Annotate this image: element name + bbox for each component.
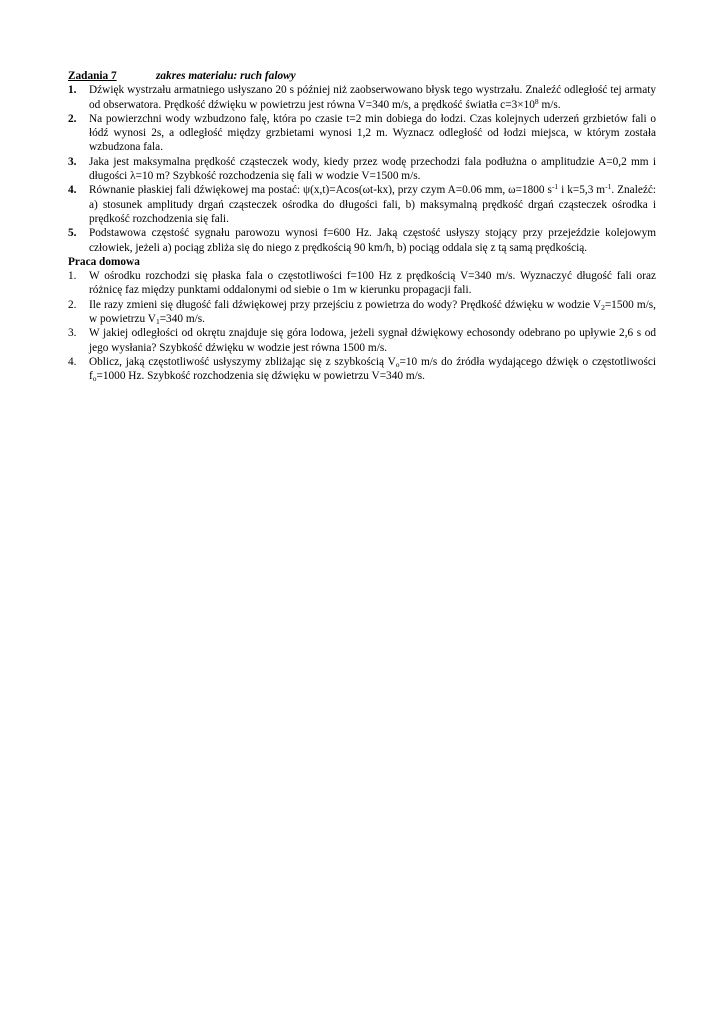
task-2 [68, 112, 656, 155]
task-number: 4. [68, 184, 77, 197]
homework-item-3 [68, 326, 656, 355]
task-text: m/s. [538, 98, 561, 111]
task-text: Równanie płaskiej fali dźwiękowej ma postać: ψ(x,t)=Acos(ωt-kx), przy czym A=0.06 mm, ω=1800 s [89, 184, 552, 197]
subscript: o [92, 374, 97, 384]
homework-item-1 [68, 269, 656, 298]
header [68, 69, 656, 83]
homework-item-2 [68, 298, 656, 327]
task-text: Podstawowa częstość sygnału parowozu wynosi f=600 Hz. Jaką częstość usłyszy stojący przy przejeździe kolejowym człowiek, jeżeli a) pociąg zbliża się do niego z prędkością 90 km/h, b) pociąg oddala się z tą samą prędkością. [89, 227, 656, 254]
homework-text: =340 m/s. [159, 313, 205, 326]
task-3 [68, 155, 656, 184]
task-number: 3. [68, 155, 77, 168]
document-title: Zadania 7 [68, 70, 117, 82]
task-text: Na powierzchni wody wzbudzono falę, która po czasie t=2 min dobiega do łodzi. Czas kolejnych uderzeń grzbietów fali o łódź wynosi 2s, a odległość między grzbietami wynosi 1,2 m. Wyznacz odległość od łodzi miejsca, w którym została wzbudzona fala. [89, 112, 656, 154]
homework-title: Praca domowa [68, 255, 140, 268]
task-text: Jaka jest maksymalna prędkość cząsteczek wody, kiedy przez wodę przechodzi fala podłużna o amplitudzie A=0,2 mm i długości λ=10 m? Szybkość rozchodzenia się fali w wodzie V=1500 m/s. [89, 155, 656, 183]
homework-item-4 [68, 355, 656, 384]
task-number: 1. [68, 84, 77, 97]
homework-number: 3. [68, 327, 77, 340]
task-number: 5. [68, 227, 77, 240]
subscript: 1 [155, 317, 160, 327]
superscript: -1 [605, 182, 612, 192]
homework-number: 1. [68, 270, 77, 283]
homework-text: Ile razy zmieni się długość fali dźwiękowej przy przejściu z powietrza do wody? Prędkość dźwięku w wodzie V [89, 298, 602, 311]
task-5 [68, 226, 656, 255]
homework-text: W jakiej odległości od okrętu znajduje się góra lodowa, jeżeli sygnał dźwiękowy echosondy odebrano po upływie 2,6 s od jego wysłania? Szybkość dźwięku w wodzie jest równa 1500 m/s. [89, 327, 656, 354]
homework-number: 2. [68, 298, 77, 311]
superscript: 8 [534, 96, 539, 106]
task-1 [68, 83, 656, 112]
homework-number: 4. [68, 355, 77, 368]
subscript: 2 [601, 302, 605, 312]
homework-text: =10 m/s do źródła wydającego dźwięk o częstotliwości f [89, 355, 656, 383]
subscript: o [395, 359, 400, 369]
task-number: 2. [68, 112, 77, 125]
task-text: i k=5,3 m [558, 184, 606, 197]
superscript: -1 [551, 182, 559, 192]
homework-text: =1500 m/s, w powietrzu V [89, 298, 657, 326]
task-4 [68, 183, 656, 226]
document-body [68, 69, 656, 384]
homework-text: Oblicz, jaką częstotliwość usłyszymy zbliżając się z szybkością V [89, 355, 396, 368]
homework-text: W ośrodku rozchodzi się płaska fala o częstotliwości f=100 Hz z prędkością V=340 m/s. Wyznaczyć długość fali oraz różnicę faz między punktami oddalonymi od siebie o 1m w kierunku propagacji fali. [89, 270, 656, 297]
task-text: . Znaleźć: a) stosunek amplitudy drgań cząsteczek ośrodka do długości fali, b) maksymalną prędkość drgań cząsteczek ośrodka i prędkość rozchodzenia się fali. [89, 184, 657, 225]
task-text: Dźwięk wystrzału armatniego usłyszano 20 s później niż zaobserwowano błysk tego wystrzału. Znaleźć odległość tej armaty od obserwatora. Prędkość dźwięku w powietrzu jest równa V=340 m/s, a prędkość światła c=3×10 [89, 84, 656, 111]
document-subtitle: zakres materiału: ruch falowy [156, 70, 296, 82]
homework-text: =1000 Hz. Szybkość rozchodzenia się dźwięku w powietrzu V=340 m/s. [96, 370, 425, 383]
